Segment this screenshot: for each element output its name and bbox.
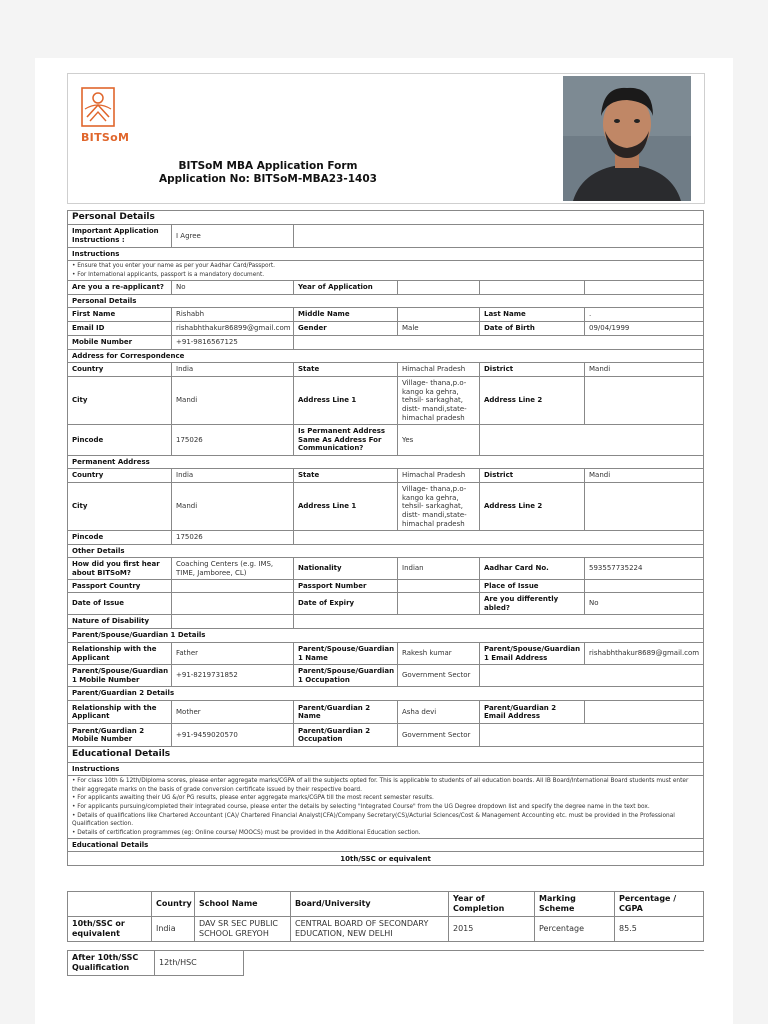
edu-instructions <box>68 776 704 839</box>
last-name-label: Last Name <box>480 308 585 322</box>
perm-state-value: Himachal Pradesh <box>398 469 480 483</box>
passport-country-value <box>172 580 294 593</box>
personal-details-heading: Personal Details <box>68 211 704 225</box>
important-instructions-label: Important Application Instructions : <box>68 225 172 248</box>
guardian2-heading: Parent/Guardian 2 Details <box>68 687 704 701</box>
perm-address1-label: Address Line 1 <box>294 483 398 531</box>
corr-pincode-label: Pincode <box>68 425 172 456</box>
perm-country-value: India <box>172 469 294 483</box>
perm-address2-value <box>585 483 704 531</box>
g2-mobile-label: Parent/Guardian 2 Mobile Number <box>68 724 172 747</box>
after-ssc-table <box>67 950 704 976</box>
g1-name-label: Parent/Spouse/Guardian 1 Name <box>294 643 398 665</box>
qual-scheme: Percentage <box>535 917 615 942</box>
reapplicant-label: Are you a re-applicant? <box>68 281 172 295</box>
application-form-table <box>67 210 704 866</box>
ssc-heading: 10th/SSC or equivalent <box>68 852 704 866</box>
g1-email-label: Parent/Spouse/Guardian 1 Email Address <box>480 643 585 665</box>
passport-number-label: Passport Number <box>294 580 398 593</box>
perm-pincode-value: 175026 <box>172 531 294 545</box>
date-of-issue-label: Date of Issue <box>68 593 172 615</box>
g2-name-label: Parent/Guardian 2 Name <box>294 701 398 724</box>
differently-abled-value: No <box>585 593 704 615</box>
corr-state-value: Himachal Pradesh <box>398 363 480 377</box>
first-name-value: Rishabh <box>172 308 294 322</box>
perm-pincode-label: Pincode <box>68 531 172 545</box>
g1-occupation-label: Parent/Spouse/Guardian 1 Occupation <box>294 665 398 687</box>
perm-address1-value: Village- thana,p.o- kango ka gehra, tehsil- sarkaghat, distt- mandi,state- himachal pradesh <box>398 483 480 531</box>
gender-value: Male <box>398 322 480 336</box>
date-of-expiry-label: Date of Expiry <box>294 593 398 615</box>
empty-cell <box>480 425 704 456</box>
mobile-label: Mobile Number <box>68 336 172 350</box>
corr-state-label: State <box>294 363 398 377</box>
corr-address1-value: Village- thana,p.o- kango ka gehra, tehsil- sarkaghat, distt- mandi,state- himachal pradesh <box>398 377 480 425</box>
correspondence-address-heading: Address for Correspondence <box>68 350 704 363</box>
corr-address2-value <box>585 377 704 425</box>
perm-city-value: Mandi <box>172 483 294 531</box>
reapplicant-value: No <box>172 281 294 295</box>
perm-district-label: District <box>480 469 585 483</box>
perm-country-label: Country <box>68 469 172 483</box>
g1-occupation-value: Government Sector <box>398 665 480 687</box>
corr-address2-label: Address Line 2 <box>480 377 585 425</box>
table-row <box>68 917 704 942</box>
qual-header-year: Year of Completion <box>449 892 535 917</box>
g2-email-value <box>585 701 704 724</box>
empty-cell <box>294 225 704 248</box>
g1-mobile-label: Parent/Spouse/Guardian 1 Mobile Number <box>68 665 172 687</box>
g2-relationship-value: Mother <box>172 701 294 724</box>
instruction-line: • Ensure that you enter your name as per your Aadhar Card/Passport. <box>72 263 276 269</box>
heard-about-value: Coaching Centers (e.g. IMS, TIME, Jamboree, CL) <box>172 558 294 580</box>
corr-district-value: Mandi <box>585 363 704 377</box>
applicant-photo <box>563 76 691 201</box>
corr-country-value: India <box>172 363 294 377</box>
perm-state-label: State <box>294 469 398 483</box>
g1-email-value: rishabhthakur8689@gmail.com <box>585 643 704 665</box>
year-of-application-value <box>398 281 480 295</box>
qual-header-score: Percentage / CGPA <box>615 892 704 917</box>
perm-address2-label: Address Line 2 <box>480 483 585 531</box>
g1-relationship-label: Relationship with the Applicant <box>68 643 172 665</box>
qual-header-blank <box>68 892 152 917</box>
empty-cell <box>244 951 704 976</box>
permanent-address-heading: Permanent Address <box>68 456 704 469</box>
important-instructions-value: I Agree <box>172 225 294 248</box>
after-ssc-value: 12th/HSC <box>155 951 244 976</box>
form-title-text: BITSoM MBA Application Form <box>178 160 358 172</box>
place-of-issue-label: Place of Issue <box>480 580 585 593</box>
nationality-value: Indian <box>398 558 480 580</box>
year-of-application-label: Year of Application <box>294 281 398 295</box>
email-label: Email ID <box>68 322 172 336</box>
empty-cell <box>294 336 704 350</box>
application-number: Application No: BITSoM-MBA23-1403 <box>159 173 377 185</box>
empty-cell <box>480 665 704 687</box>
empty-cell <box>294 531 704 545</box>
personal-instructions <box>68 261 704 281</box>
gender-label: Gender <box>294 322 398 336</box>
heard-about-label: How did you first hear about BITSoM? <box>68 558 172 580</box>
nationality-label: Nationality <box>294 558 398 580</box>
educational-details-heading: Educational Details <box>68 747 704 763</box>
g1-mobile-value: +91-8219731852 <box>172 665 294 687</box>
qual-school: DAV SR SEC PUBLIC SCHOOL GREYOH <box>195 917 291 942</box>
bitsom-logo <box>81 87 141 149</box>
first-name-label: First Name <box>68 308 172 322</box>
g2-mobile-value: +91-9459020570 <box>172 724 294 747</box>
g2-occupation-label: Parent/Guardian 2 Occupation <box>294 724 398 747</box>
qual-year: 2015 <box>449 917 535 942</box>
perm-city-label: City <box>68 483 172 531</box>
perm-district-value: Mandi <box>585 469 704 483</box>
applicant-photo-image <box>563 76 691 201</box>
empty-cell <box>480 281 585 295</box>
disability-value <box>172 615 294 629</box>
g2-relationship-label: Relationship with the Applicant <box>68 701 172 724</box>
instruction-line: • For class 10th & 12th/Diploma scores, please enter aggregate marks/CGPA of all the subjects opted for. This is applicable to students of all education boards. All IB Board/International Board students must enter their aggregate marks on the basis of grade conversion certificate issued by their respective board. <box>72 778 689 793</box>
corr-city-value: Mandi <box>172 377 294 425</box>
aadhar-value: 593557735224 <box>585 558 704 580</box>
qual-score: 85.5 <box>615 917 704 942</box>
form-header <box>67 73 705 204</box>
g1-name-value: Rakesh kumar <box>398 643 480 665</box>
dob-label: Date of Birth <box>480 322 585 336</box>
empty-cell <box>585 281 704 295</box>
last-name-value: . <box>585 308 704 322</box>
instructions-heading: Instructions <box>68 248 704 261</box>
instruction-line: • Details of qualifications like Chartered Accountant (CA)/ Chartered Financial Analyst(CFA)/Company Secretary(CS)/Acturial Sciences/Cost & Management Accounting etc. must be provided in the Professional Qualification section. <box>72 812 675 828</box>
personal-details-subheading: Personal Details <box>68 295 704 308</box>
g2-occupation-value: Government Sector <box>398 724 480 747</box>
qual-header-board: Board/University <box>291 892 449 917</box>
middle-name-label: Middle Name <box>294 308 398 322</box>
g1-relationship-value: Father <box>172 643 294 665</box>
other-details-heading: Other Details <box>68 545 704 558</box>
mobile-value: +91-9816567125 <box>172 336 294 350</box>
guardian1-heading: Parent/Spouse/Guardian 1 Details <box>68 629 704 643</box>
after-ssc-label: After 10th/SSC Qualification <box>68 951 155 976</box>
same-address-value: Yes <box>398 425 480 456</box>
corr-district-label: District <box>480 363 585 377</box>
date-of-expiry-value <box>398 593 480 615</box>
ssc-qualification-table <box>67 891 704 942</box>
qual-row-label: 10th/SSC or equivalent <box>68 917 152 942</box>
middle-name-value <box>398 308 480 322</box>
edu-instructions-heading: Instructions <box>68 763 704 776</box>
dob-value: 09/04/1999 <box>585 322 704 336</box>
g2-email-label: Parent/Guardian 2 Email Address <box>480 701 585 724</box>
differently-abled-label: Are you differently abled? <box>480 593 585 615</box>
edu-details-subheading: Educational Details <box>68 839 704 852</box>
qual-header-country: Country <box>152 892 195 917</box>
date-of-issue-value <box>172 593 294 615</box>
aadhar-label: Aadhar Card No. <box>480 558 585 580</box>
same-address-label: Is Permanent Address Same As Address For Communication? <box>294 425 398 456</box>
corr-pincode-value: 175026 <box>172 425 294 456</box>
logo-text: BITSoM <box>81 131 130 144</box>
instruction-line: • For International applicants, passport is a mandatory document. <box>72 271 265 278</box>
qual-board: CENTRAL BOARD OF SECONDARY EDUCATION, NEW DELHI <box>291 917 449 942</box>
corr-country-label: Country <box>68 363 172 377</box>
empty-cell <box>480 724 704 747</box>
bitsom-emblem-icon <box>81 87 115 127</box>
corr-address1-label: Address Line 1 <box>294 377 398 425</box>
instruction-line: • Details of certification programmes (eg: Online course/ MOOCS) must be provided in the Additional Education section. <box>72 829 421 836</box>
qual-header-school: School Name <box>195 892 291 917</box>
passport-country-label: Passport Country <box>68 580 172 593</box>
form-title <box>68 160 468 186</box>
disability-label: Nature of Disability <box>68 615 172 629</box>
corr-city-label: City <box>68 377 172 425</box>
passport-number-value <box>398 580 480 593</box>
email-value: rishabhthakur86899@gmail.com <box>172 322 294 336</box>
qual-header-scheme: Marking Scheme <box>535 892 615 917</box>
instruction-line: • For applicants awaiting their UG &/or PG results, please enter aggregate marks/CGPA till the most recent semester results. <box>72 795 434 802</box>
g2-name-value: Asha devi <box>398 701 480 724</box>
instruction-line: • For applicants pursuing/completed their integrated course, please enter the details by selecting "Integrated Course" from the UG Degree dropdown list and specify the degree name in the text box. <box>72 803 650 810</box>
qual-country: India <box>152 917 195 942</box>
empty-cell <box>294 615 704 629</box>
place-of-issue-value <box>585 580 704 593</box>
